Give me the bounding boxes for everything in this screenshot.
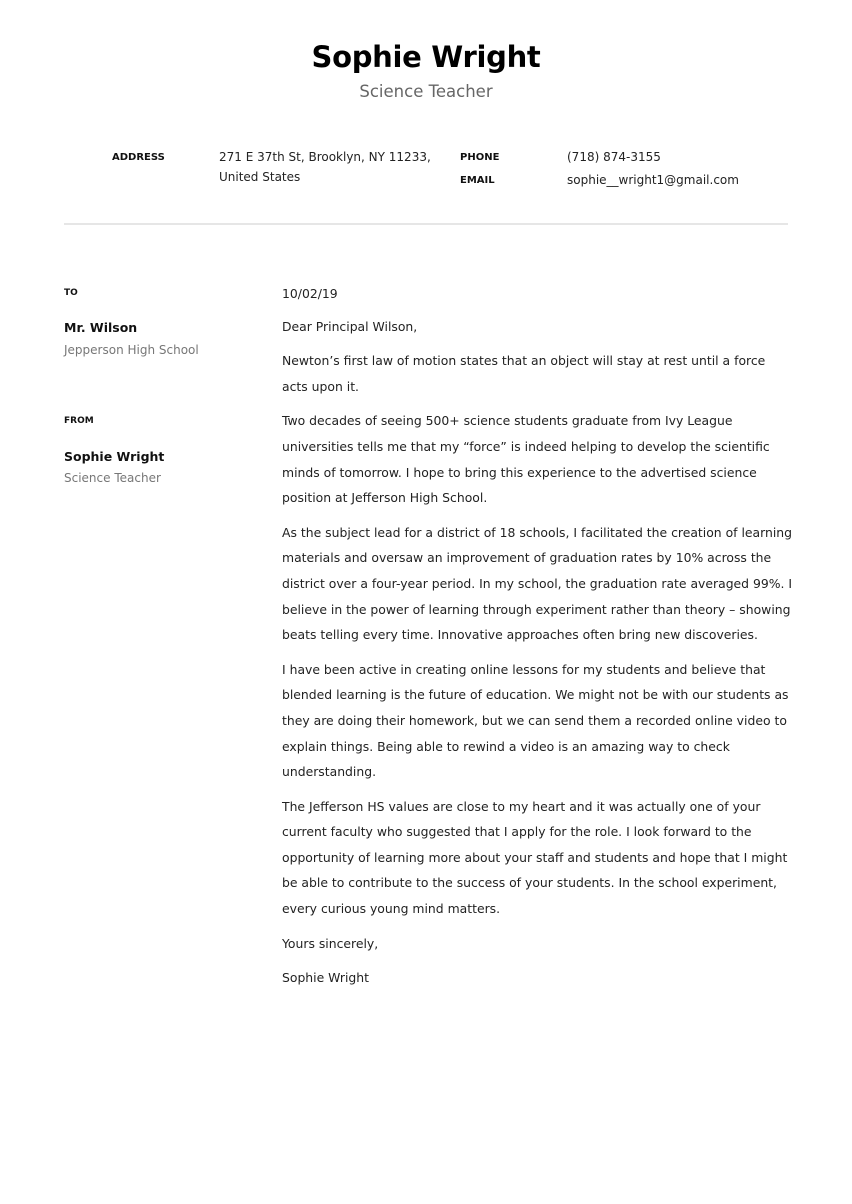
letter-date: 10/02/19 — [282, 286, 338, 301]
recipient-org: Jepperson High School — [64, 343, 199, 357]
email-value: sophie__wright1@gmail.com — [567, 173, 739, 187]
paragraph: Two decades of seeing 500+ science students graduate from Ivy League universities tells me that my “force” is indeed helping to develop the scientific minds of tomorrow. I hope to bring this experience to the advertised science position at Jefferson High School. — [282, 413, 770, 506]
from-label: FROM — [64, 416, 94, 426]
letter-body — [282, 281, 794, 1000]
signature: Sophie Wright — [282, 970, 369, 986]
salutation: Dear Principal Wilson, — [282, 318, 418, 334]
address-label: ADDRESS — [112, 152, 165, 163]
address-line2: United States — [219, 170, 301, 184]
sender-title: Science Teacher — [64, 471, 161, 485]
address-line1: 271 E 37th St, Brooklyn, NY 11233, — [219, 150, 431, 164]
paragraph: Newton’s first law of motion states that an object will stay at rest until a force acts upon it. — [282, 353, 766, 394]
paragraph: The Jefferson HS values are close to my heart and it was actually one of your current faculty who suggested that I apply for the role. I look forward to the opportunity of learning more about your staff and students and hope that I might be able to contribute to the success of your students. In the school experiment, every curious young mind matters. — [282, 798, 788, 917]
applicant-title: Science Teacher — [359, 82, 493, 101]
recipient-name: Mr. Wilson — [64, 320, 138, 335]
email-label: EMAIL — [460, 175, 495, 186]
phone-label: PHONE — [460, 152, 500, 163]
header-divider — [64, 223, 788, 225]
closing: Yours sincerely, — [282, 935, 379, 951]
sender-name: Sophie Wright — [64, 449, 165, 464]
address-value — [219, 147, 431, 187]
phone-value: (718) 874-3155 — [567, 150, 661, 164]
applicant-name: Sophie Wright — [311, 40, 541, 74]
paragraph: I have been active in creating online lessons for my students and believe that blended learning is the future of education. We might not be with our students as they are doing their homework, but we can send them a recorded online video to explain things. Being able to rewind a video is an amazing way to check understanding. — [282, 661, 789, 780]
to-label: TO — [64, 288, 78, 298]
paragraph: As the subject lead for a district of 18 schools, I facilitated the creation of learning materials and oversaw an improvement of graduation rates by 10% across the district over a four-year period. In my school, the graduation rate averaged 99%. I believe in the power of learning through experiment rather than theory – showing beats telling every time. Innovative approaches often bring new discoveries. — [282, 524, 793, 643]
